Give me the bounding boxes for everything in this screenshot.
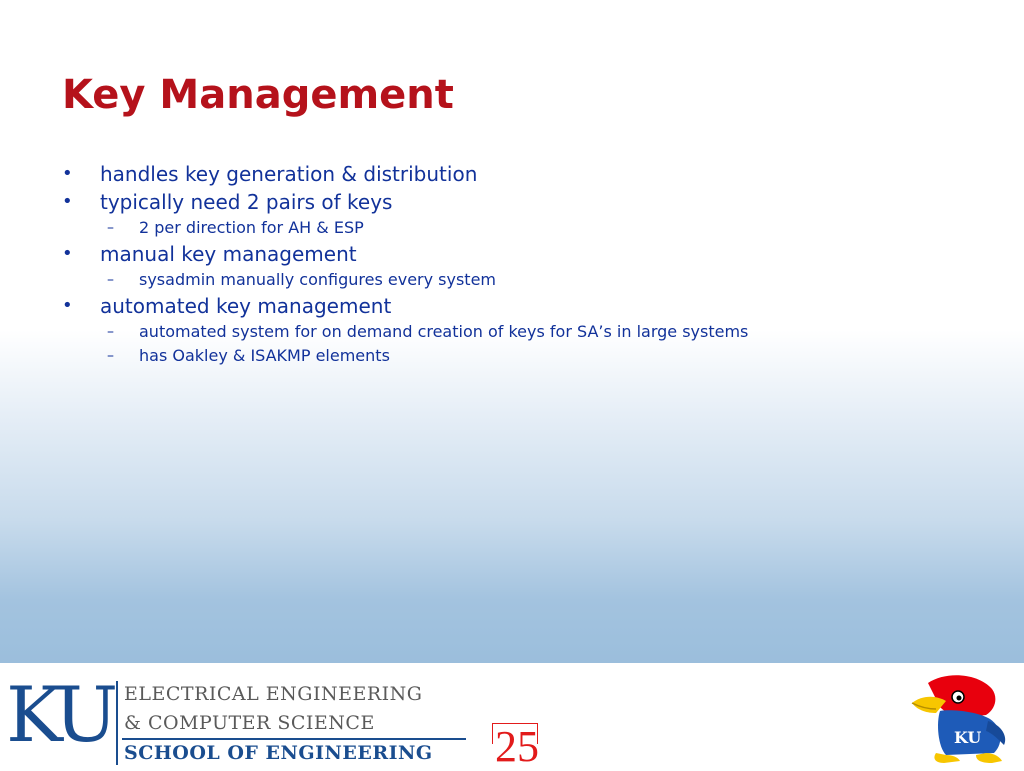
sub-bullet-text: automated system for on demand creation of keys for SA’s in large systems [139,322,749,341]
bullet-item [62,160,962,188]
page-number: 25 [495,722,539,771]
sub-bullet-item [62,344,962,368]
ku-logo: KU [6,670,113,759]
bullet-marker: • [62,243,73,264]
bullet-item [62,292,962,320]
sub-bullet-marker: – [107,348,114,364]
svg-text:KU: KU [954,728,982,747]
school-rule [122,738,466,740]
bullet-marker: • [62,163,73,184]
slide-title: Key Management [62,72,454,118]
footer-banner [0,663,1024,771]
bullet-text: handles key generation & distribution [100,162,478,186]
bullet-item [62,188,962,216]
bullet-text: manual key management [100,242,357,266]
sub-bullet-item [62,268,962,292]
sub-bullet-marker: – [107,272,114,288]
sub-bullet-marker: – [107,220,114,236]
sub-bullet-item [62,216,962,240]
sub-bullet-text: has Oakley & ISAKMP elements [139,346,390,365]
jayhawk-mascot-icon [906,673,1010,765]
bullet-item [62,240,962,268]
sub-bullet-text: 2 per direction for AH & ESP [139,218,364,237]
school-name: SCHOOL OF ENGINEERING [124,742,433,764]
sub-bullet-marker: – [107,324,114,340]
logo-divider [116,681,118,765]
bullet-list [62,160,962,368]
sub-bullet-text: sysadmin manually configures every system [139,270,497,289]
bullet-marker: • [62,191,73,212]
department-line-2: & COMPUTER SCIENCE [124,712,375,734]
bullet-text: automated key management [100,294,392,318]
sub-bullet-item [62,320,962,344]
bullet-text: typically need 2 pairs of keys [100,190,393,214]
bullet-marker: • [62,295,73,316]
department-line-1: ELECTRICAL ENGINEERING [124,683,423,705]
